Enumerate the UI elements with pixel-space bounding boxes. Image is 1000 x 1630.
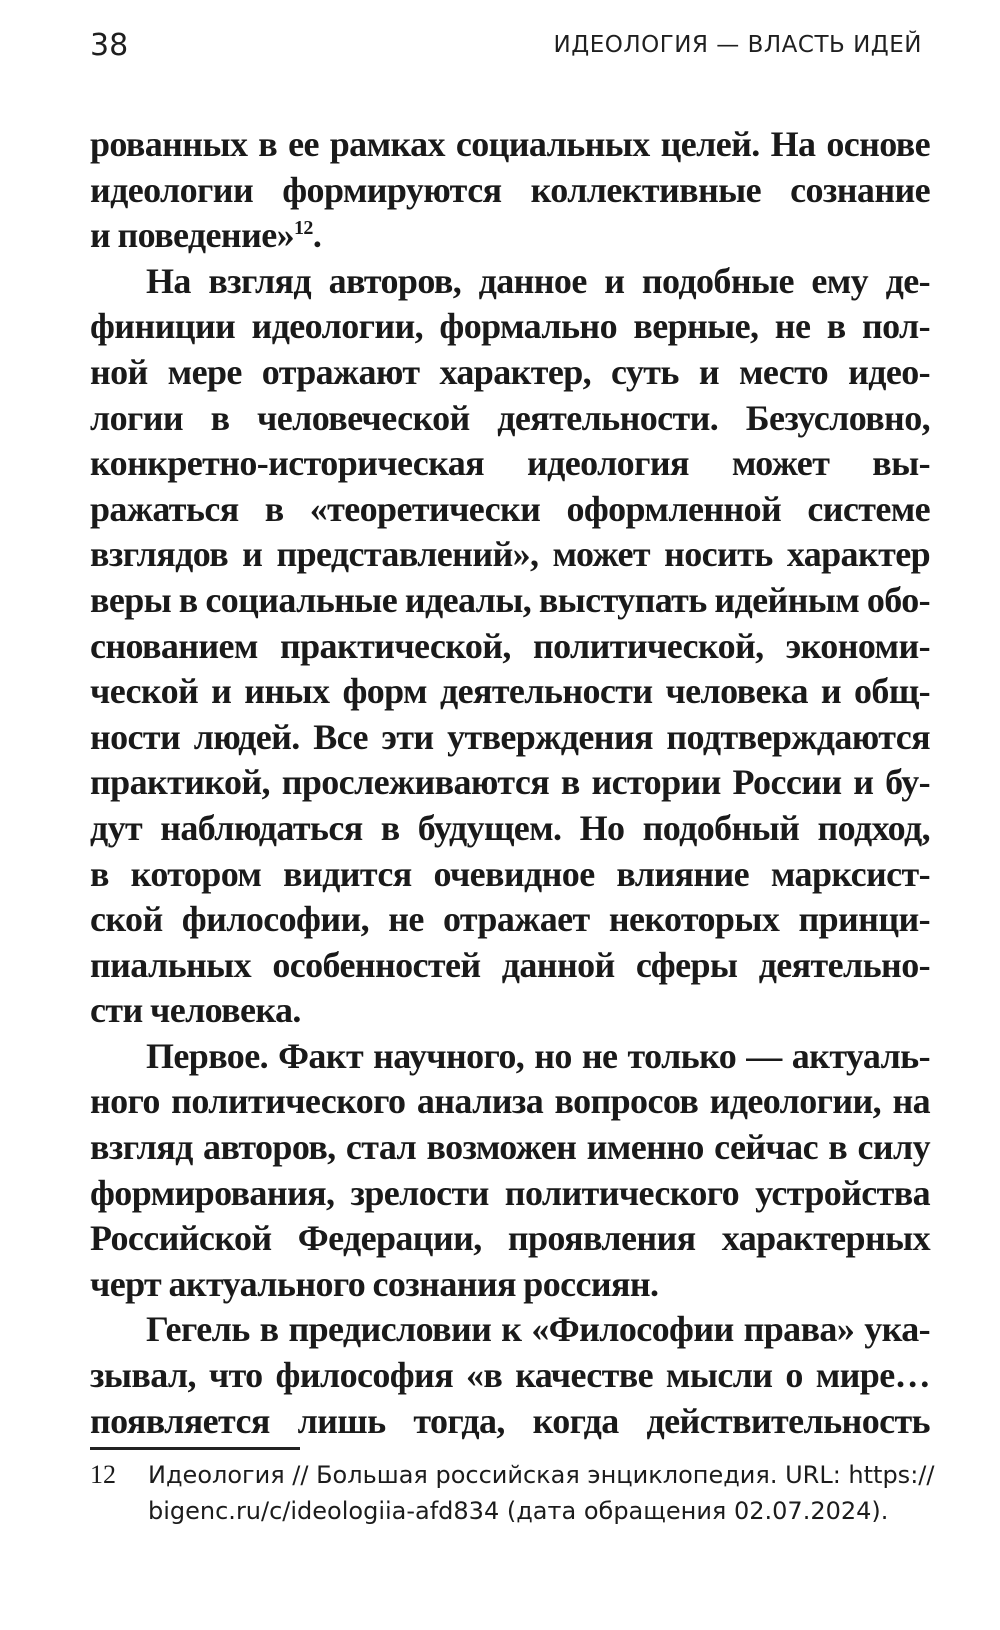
page-number: 38: [90, 28, 129, 63]
text-line: ражаться в «теоретически оформленной системе: [90, 488, 930, 529]
footnote-number: 12: [90, 1460, 116, 1489]
text-line: На взгляд авторов, данное и подобные ему де-: [146, 260, 930, 301]
footnote-text: [148, 1457, 938, 1529]
text-line: пиальных особенностей данной сферы деятельно-: [90, 944, 930, 985]
text-line-content: и поведение»: [90, 215, 294, 256]
text-line: веры в социальные идеалы, выступать идейным обо-: [90, 579, 930, 620]
text-line: логии в человеческой деятельности. Безусловно,: [90, 397, 930, 438]
text-line: конкретно-историческая идеология может вы-: [90, 443, 930, 484]
text-line: сти человека.: [90, 990, 301, 1031]
text-line: зывал, что философия «в качестве мысли о мире…: [90, 1355, 930, 1396]
text-line: в котором видится очевидное влияние марксист-: [90, 853, 930, 894]
footnote-reference: 12: [294, 217, 313, 240]
text-line: снованием практической, политической, экономи-: [90, 625, 930, 666]
text-line: ской философии, не отражает некоторых принци-: [90, 899, 930, 940]
text-line: Российской Федерации, проявления характерных: [90, 1218, 930, 1259]
text-line: ного политического анализа вопросов идеологии, на: [90, 1081, 930, 1122]
text-line: финиции идеологии, формально верные, не в пол-: [90, 306, 930, 347]
text-line: появляется лишь тогда, когда действительность: [90, 1400, 930, 1441]
text-line: [90, 213, 930, 259]
body-text: [90, 122, 930, 1444]
footnote-divider: [90, 1447, 300, 1450]
running-head: ИДЕОЛОГИЯ — ВЛАСТЬ ИДЕЙ: [553, 32, 922, 58]
footnote-line: Идеология // Большая российская энциклопедия. URL: https://: [148, 1461, 935, 1489]
text-line: идеологии формируются коллективные сознание: [90, 169, 930, 210]
text-line: рованных в ее рамках социальных целей. На основе: [90, 124, 930, 164]
text-line: формирования, зрелости политического устройства: [90, 1172, 930, 1213]
footnote-reference-tail: .: [312, 215, 322, 256]
text-line: взглядов и представлений», может носить характер: [90, 534, 930, 575]
text-line: ной мере отражают характер, суть и место идео-: [90, 351, 930, 392]
text-line: Первое. Факт научного, но не только — актуаль-: [146, 1035, 930, 1076]
text-line: Гегель в предисловии к «Философии права» ука-: [146, 1309, 930, 1350]
footnote-line: bigenc.ru/c/ideologiia-afd834 (дата обращения 02.07.2024).: [148, 1497, 889, 1525]
text-line: черт актуального сознания россиян.: [90, 1263, 659, 1304]
text-line: дут наблюдаться в будущем. Но подобный подход,: [90, 807, 930, 848]
text-line: взгляд авторов, стал возможен именно сейчас в силу: [90, 1127, 930, 1168]
text-line: ческой и иных форм деятельности человека и общ-: [90, 671, 930, 712]
text-line: практикой, прослеживаются в истории России и бу-: [90, 762, 930, 803]
text-line: ности людей. Все эти утверждения подтверждаются: [90, 716, 930, 757]
